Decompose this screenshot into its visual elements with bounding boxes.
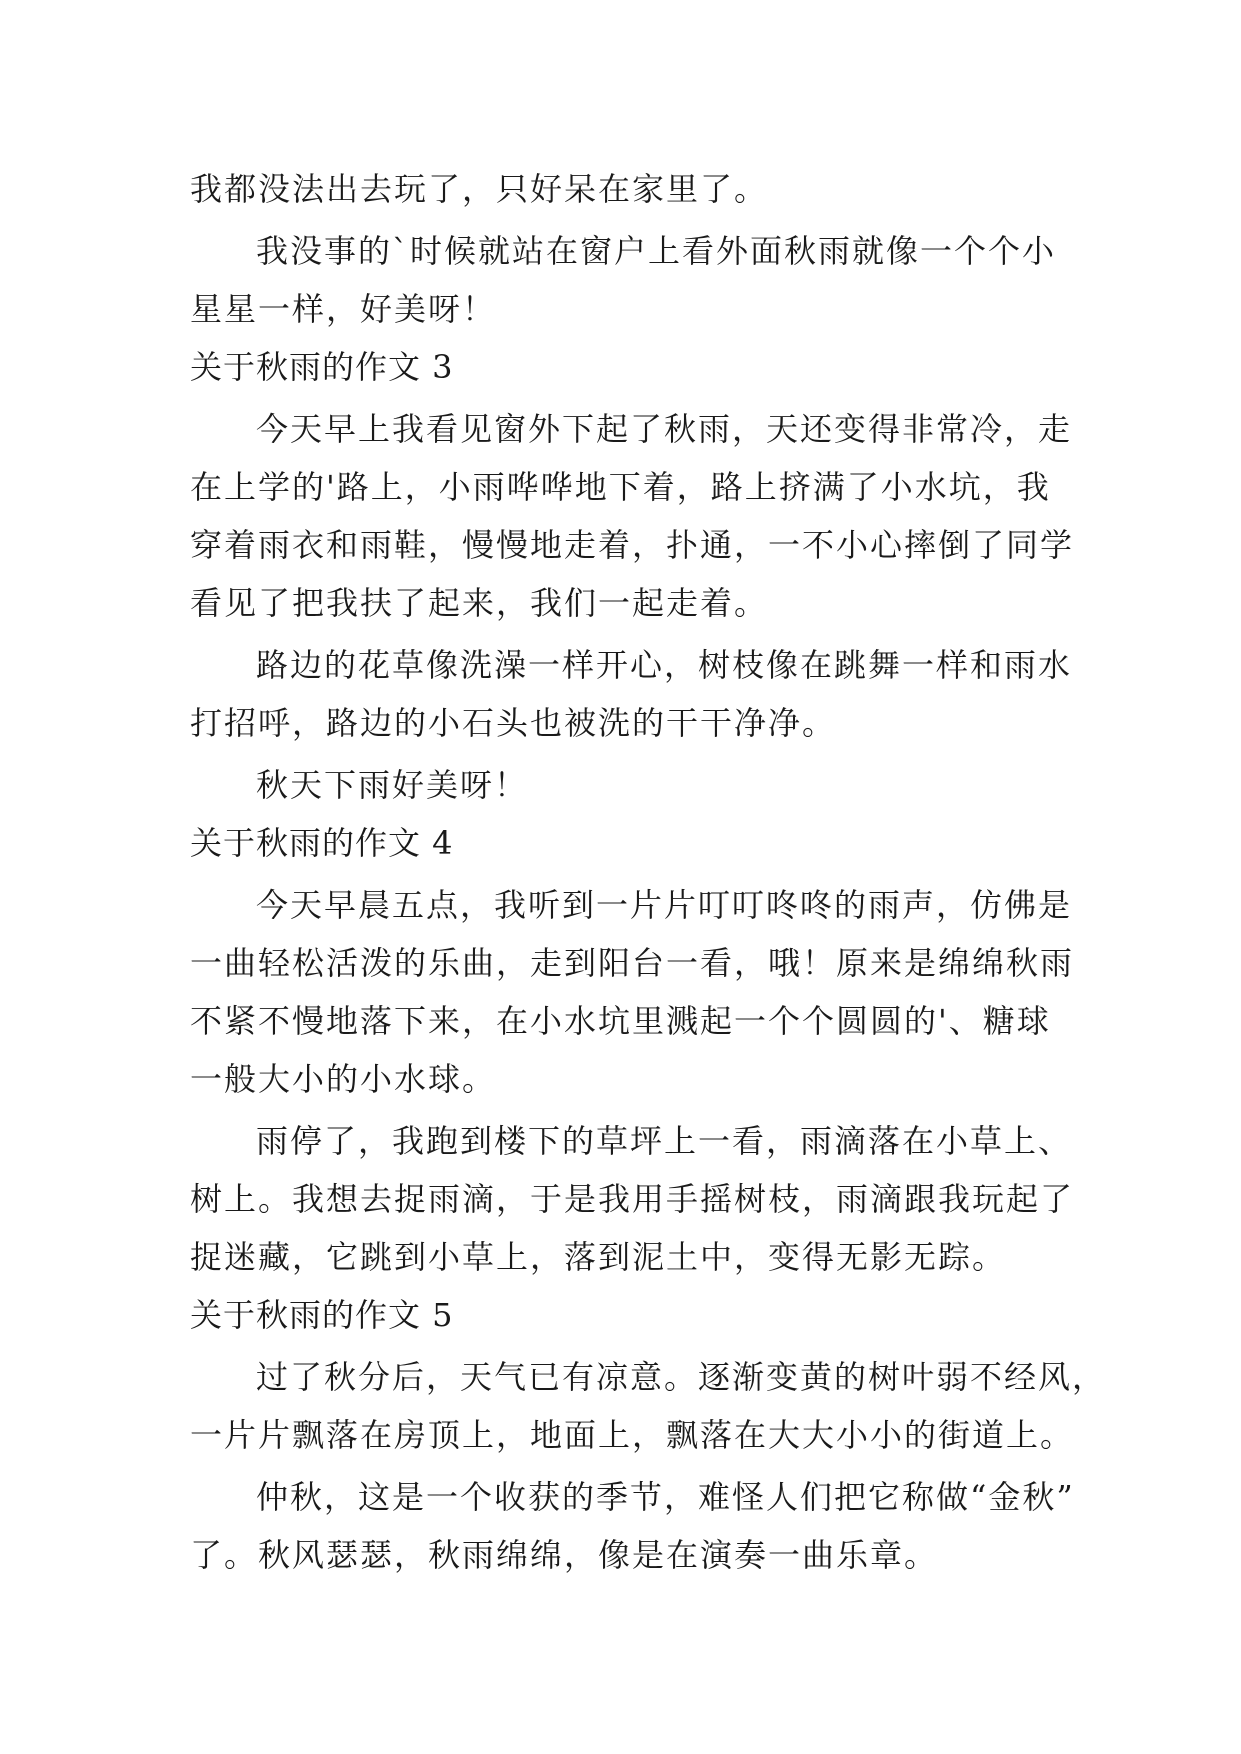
paragraph-line: 树上。我想去捉雨滴，于是我用手摇树枝，雨滴跟我玩起了 [190,1180,1075,1218]
paragraph-line: 路边的花草像洗澡一样开心，树枝像在跳舞一样和雨水 [256,646,1073,684]
paragraph-line: 我都没法出去玩了，只好呆在家里了。 [190,170,769,208]
paragraph-line: 雨停了，我跑到楼下的草坪上一看，雨滴落在小草上、 [256,1122,1073,1160]
paragraph-line: 看见了把我扶了起来，我们一起走着。 [190,584,769,622]
paragraph-line: 一片片飘落在房顶上，地面上，飘落在大大小小的街道上。 [190,1416,1075,1454]
paragraph-line: 星星一样，好美呀！ [190,290,497,328]
paragraph-line: 仲秋，这是一个收获的季节，难怪人们把它称做“金秋” [256,1478,1075,1516]
section-heading: 关于秋雨的作文 4 [190,824,454,862]
paragraph-line: 了。秋风瑟瑟，秋雨绵绵，像是在演奏一曲乐章。 [190,1536,939,1574]
document-body [190,160,1107,1584]
paragraph-line: 在上学的'路上，小雨哗哗地下着，路上挤满了小水坑，我 [190,468,1051,506]
paragraph-line: 穿着雨衣和雨鞋，慢慢地走着，扑通，一不小心摔倒了同学 [190,526,1075,564]
paragraph-line: 今天早上我看见窗外下起了秋雨，天还变得非常冷，走 [256,410,1073,448]
paragraph-line: 今天早晨五点，我听到一片片叮叮咚咚的雨声，仿佛是 [256,886,1073,924]
paragraph-line: 一般大小的小水球。 [190,1060,497,1098]
paragraph-line: 捉迷藏，它跳到小草上，落到泥土中，变得无影无踪。 [190,1238,1007,1276]
section-heading: 关于秋雨的作文 3 [190,348,454,386]
paragraph-line: 打招呼，路边的小石头也被洗的干干净净。 [190,704,837,742]
paragraph-line: 过了秋分后，天气已有凉意。逐渐变黄的树叶弱不经风， [256,1358,1107,1396]
paragraph-line: 不紧不慢地落下来，在小水坑里溅起一个个圆圆的'、糖球 [190,1002,1051,1040]
section-heading: 关于秋雨的作文 5 [190,1296,454,1334]
paragraph-line: 秋天下雨好美呀！ [256,766,529,804]
paragraph-line: 一曲轻松活泼的乐曲，走到阳台一看，哦！原来是绵绵秋雨 [190,944,1075,982]
paragraph-line: 我没事的`时候就站在窗户上看外面秋雨就像一个个小 [256,232,1057,270]
